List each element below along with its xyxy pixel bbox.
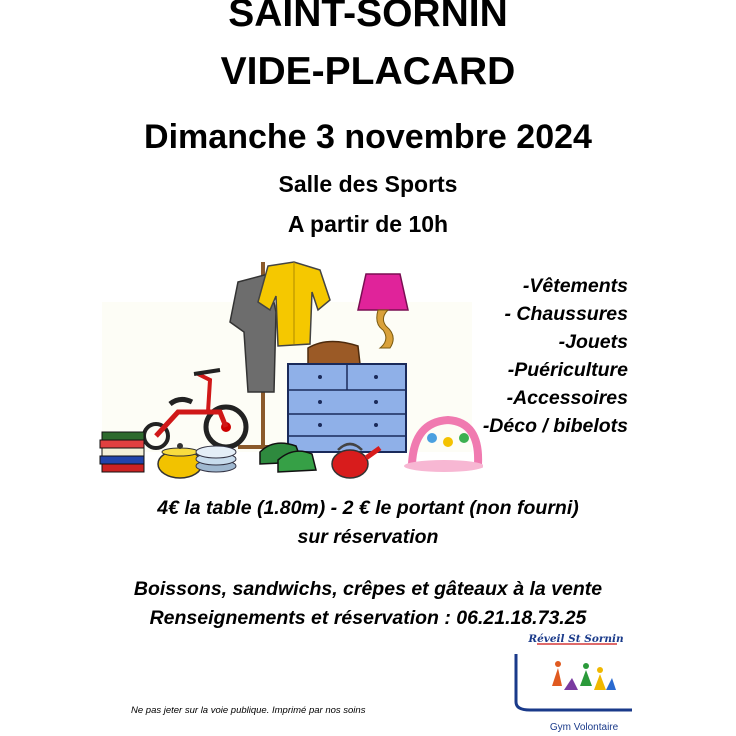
pink-lamp <box>358 274 408 310</box>
gym-volontaire-logo <box>506 628 646 736</box>
contact-phone: Renseignements et réservation : 06.21.18.73.25 <box>149 607 587 629</box>
category-item: -Déco / bibelots <box>482 415 628 437</box>
category-item: -Puériculture <box>507 359 628 381</box>
brown-bag <box>308 341 360 364</box>
items-illustration <box>98 252 483 484</box>
athletes-icon <box>552 661 616 690</box>
refreshments-text: Boissons, sandwichs, crêpes et gâteaux à la vente <box>133 578 603 600</box>
blue-dresser <box>288 364 406 452</box>
book-stack <box>100 432 144 472</box>
logo-bottom-text: Gym Volontaire <box>549 722 619 733</box>
reservation-note: sur réservation <box>297 526 439 548</box>
event-date: Dimanche 3 novembre 2024 <box>144 118 592 156</box>
item-categories <box>470 272 628 440</box>
footer-note: Ne pas jeter sur la voie publique. Imprimé par nos soins <box>131 705 366 716</box>
event-venue: Salle des Sports <box>278 171 458 197</box>
logo-top-text: Réveil St Sornin <box>528 633 624 645</box>
event-time: A partir de 10h <box>287 211 449 237</box>
category-item: -Vêtements <box>522 275 628 297</box>
category-item: -Accessoires <box>506 387 628 409</box>
pricing-text: 4€ la table (1.80m) - 2 € le portant (non fourni) <box>157 497 579 519</box>
category-item: -Jouets <box>558 331 628 353</box>
plate-stack <box>196 446 236 472</box>
event-title-name: VIDE-PLACARD <box>220 50 516 93</box>
event-title-location: SAINT-SORNIN <box>228 0 508 35</box>
category-item: - Chaussures <box>504 303 628 325</box>
